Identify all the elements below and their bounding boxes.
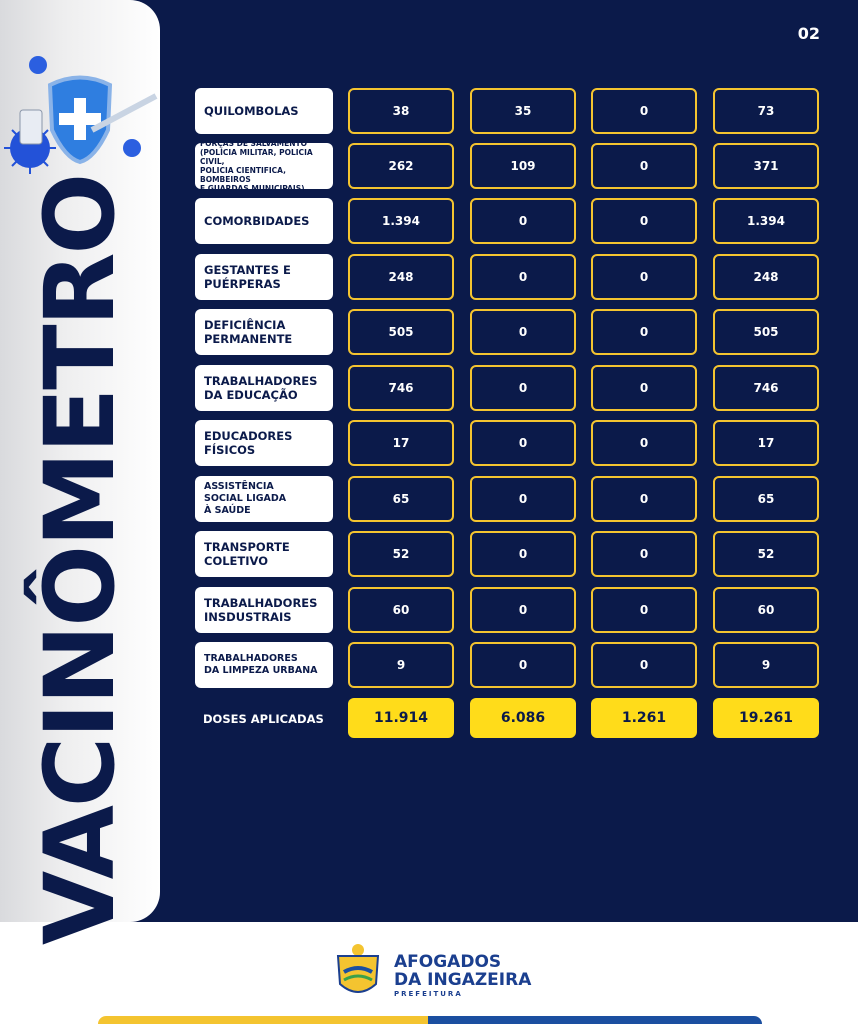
brand-name-line2: DA INGAZEIRA bbox=[394, 970, 532, 990]
row-value-1: 505 bbox=[348, 309, 454, 355]
row-label: TRANSPORTE COLETIVO bbox=[195, 531, 333, 577]
total-value-2: 6.086 bbox=[470, 698, 576, 738]
row-value-2: 0 bbox=[470, 420, 576, 466]
row-value-1: 60 bbox=[348, 587, 454, 633]
side-panel bbox=[0, 0, 160, 946]
row-value-4: 65 bbox=[713, 476, 819, 522]
row-value-2: 0 bbox=[470, 198, 576, 244]
row-value-4: 9 bbox=[713, 642, 819, 688]
row-value-1: 746 bbox=[348, 365, 454, 411]
total-value-3: 1.261 bbox=[591, 698, 697, 738]
row-label: TRABALHADORES DA LIMPEZA URBANA bbox=[195, 642, 333, 688]
row-value-3: 0 bbox=[591, 476, 697, 522]
row-value-2: 35 bbox=[470, 88, 576, 134]
page-number: 02 bbox=[797, 24, 820, 43]
row-label: ASSISTÊNCIA SOCIAL LIGADA À SAÚDE bbox=[195, 476, 333, 522]
row-value-4: 371 bbox=[713, 143, 819, 189]
footer-bar-yellow bbox=[98, 1016, 428, 1024]
row-value-1: 262 bbox=[348, 143, 454, 189]
municipal-logo bbox=[330, 942, 550, 1002]
row-value-2: 0 bbox=[470, 309, 576, 355]
row-label: COMORBIDADES bbox=[195, 198, 333, 244]
row-value-4: 746 bbox=[713, 365, 819, 411]
row-label: GESTANTES E PUÉRPERAS bbox=[195, 254, 333, 300]
row-value-2: 0 bbox=[470, 587, 576, 633]
row-value-3: 0 bbox=[591, 143, 697, 189]
row-value-1: 52 bbox=[348, 531, 454, 577]
row-value-3: 0 bbox=[591, 309, 697, 355]
total-value-1: 11.914 bbox=[348, 698, 454, 738]
row-value-3: 0 bbox=[591, 254, 697, 300]
row-value-2: 0 bbox=[470, 642, 576, 688]
row-value-3: 0 bbox=[591, 88, 697, 134]
footer-bar-blue bbox=[428, 1016, 762, 1024]
row-value-4: 505 bbox=[713, 309, 819, 355]
brand-subtitle: PREFEITURA bbox=[394, 990, 463, 998]
row-value-2: 0 bbox=[470, 254, 576, 300]
row-value-4: 52 bbox=[713, 531, 819, 577]
row-value-1: 9 bbox=[348, 642, 454, 688]
row-label: EDUCADORES FÍSICOS bbox=[195, 420, 333, 466]
side-title: VACINÔMETRO bbox=[24, 174, 136, 946]
city-crest-icon bbox=[330, 942, 386, 1002]
row-value-4: 17 bbox=[713, 420, 819, 466]
row-value-1: 248 bbox=[348, 254, 454, 300]
row-value-3: 0 bbox=[591, 587, 697, 633]
row-label: TRABALHADORES DA EDUCAÇÃO bbox=[195, 365, 333, 411]
row-value-4: 73 bbox=[713, 88, 819, 134]
row-value-2: 109 bbox=[470, 143, 576, 189]
row-value-1: 17 bbox=[348, 420, 454, 466]
row-value-1: 65 bbox=[348, 476, 454, 522]
brand-name-line1: AFOGADOS bbox=[394, 952, 502, 972]
row-value-2: 0 bbox=[470, 531, 576, 577]
row-value-2: 0 bbox=[470, 365, 576, 411]
row-value-3: 0 bbox=[591, 642, 697, 688]
row-value-4: 1.394 bbox=[713, 198, 819, 244]
row-label: FORÇAS DE SALVAMENTO (POLÍCIA MILITAR, POLICIA CIVIL, POLICIA CIENTIFICA, BOMBEIROS E GUARDAS MUNICIPAIS) bbox=[195, 143, 333, 189]
row-value-3: 0 bbox=[591, 531, 697, 577]
row-label: DEFICIÊNCIA PERMANENTE bbox=[195, 309, 333, 355]
row-value-3: 0 bbox=[591, 365, 697, 411]
row-value-4: 248 bbox=[713, 254, 819, 300]
row-value-1: 38 bbox=[348, 88, 454, 134]
row-value-3: 0 bbox=[591, 420, 697, 466]
row-value-4: 60 bbox=[713, 587, 819, 633]
row-label: TRABALHADORES INSDUSTRAIS bbox=[195, 587, 333, 633]
row-label: QUILOMBOLAS bbox=[195, 88, 333, 134]
totals-label: DOSES APLICADAS bbox=[203, 712, 324, 726]
row-value-2: 0 bbox=[470, 476, 576, 522]
row-value-1: 1.394 bbox=[348, 198, 454, 244]
total-value-4: 19.261 bbox=[713, 698, 819, 738]
row-value-3: 0 bbox=[591, 198, 697, 244]
